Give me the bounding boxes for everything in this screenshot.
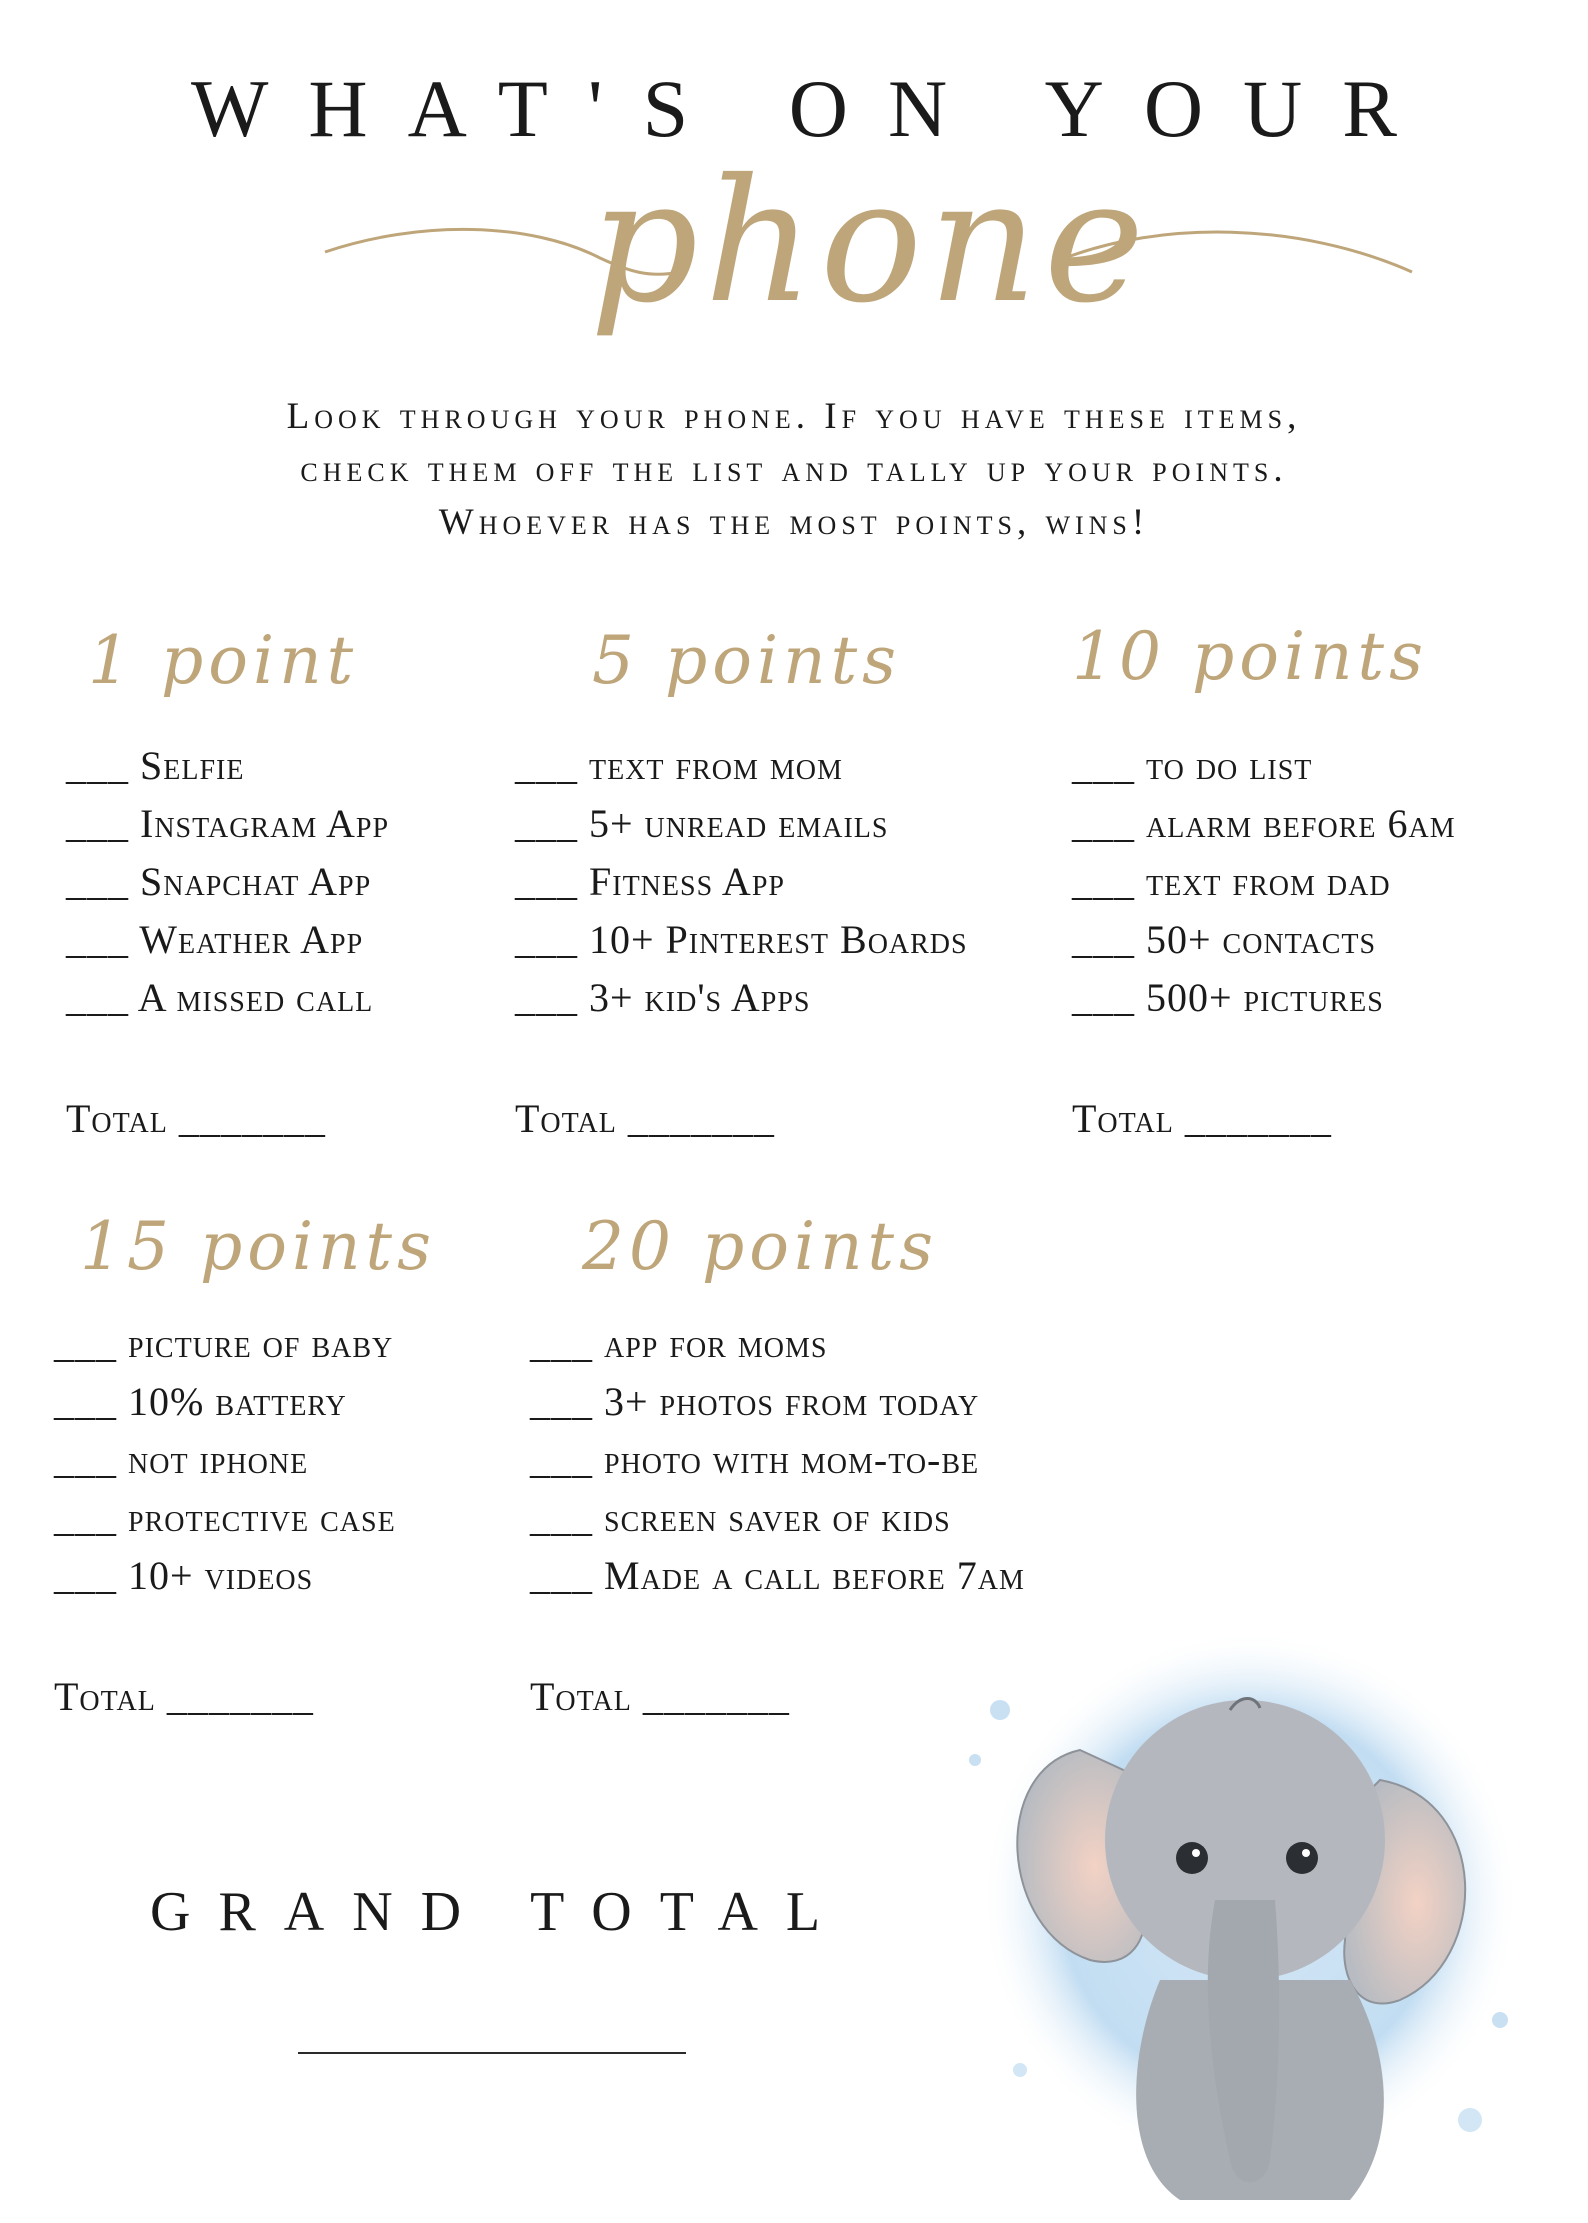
list-item xyxy=(66,742,389,800)
check-blank[interactable]: ___ xyxy=(515,801,578,846)
list-item xyxy=(1072,974,1456,1032)
item-label: picture of baby xyxy=(128,1321,394,1366)
check-blank[interactable]: ___ xyxy=(66,801,129,846)
section-heading-1-point: 1 point xyxy=(88,622,359,699)
list-item xyxy=(530,1320,1025,1378)
total-blank[interactable]: _______ xyxy=(166,1674,314,1719)
script-title-text: phone xyxy=(589,160,1151,341)
item-label: 3+ kid's Apps xyxy=(589,975,811,1020)
item-label: alarm before 6am xyxy=(1146,801,1456,846)
section-heading-15-points: 15 points xyxy=(80,1208,436,1285)
section-list-20-points xyxy=(530,1320,1025,1610)
item-label: 50+ contacts xyxy=(1146,917,1377,962)
list-item xyxy=(66,800,389,858)
instructions xyxy=(0,390,1588,549)
item-label: 10+ Pinterest Boards xyxy=(589,917,968,962)
item-label: not iphone xyxy=(128,1437,309,1482)
check-blank[interactable]: ___ xyxy=(1072,743,1135,788)
section-total-10-points xyxy=(1072,1095,1332,1142)
list-item xyxy=(66,916,389,974)
list-item xyxy=(54,1378,396,1436)
list-item xyxy=(515,916,968,974)
grand-total-label: GRAND TOTAL xyxy=(150,1881,849,1943)
check-blank[interactable]: ___ xyxy=(1072,801,1135,846)
list-item xyxy=(1072,742,1456,800)
item-label: Instagram App xyxy=(140,801,390,846)
list-item xyxy=(515,742,968,800)
item-label: 10+ videos xyxy=(128,1553,314,1598)
section-total-1-point xyxy=(66,1095,326,1142)
item-label: screen saver of kids xyxy=(604,1495,951,1540)
section-heading-20-points: 20 points xyxy=(582,1208,938,1285)
check-blank[interactable]: ___ xyxy=(66,917,129,962)
check-blank[interactable]: ___ xyxy=(54,1321,117,1366)
section-heading-5-points: 5 points xyxy=(592,622,901,699)
baby-elephant-watercolor-icon xyxy=(930,1600,1530,2200)
total-blank[interactable]: _______ xyxy=(178,1096,326,1141)
list-item xyxy=(1072,916,1456,974)
list-item xyxy=(515,800,968,858)
check-blank[interactable]: ___ xyxy=(515,743,578,788)
check-blank[interactable]: ___ xyxy=(54,1553,117,1598)
total-label: Total xyxy=(1072,1096,1174,1141)
check-blank[interactable]: ___ xyxy=(66,743,129,788)
check-blank[interactable]: ___ xyxy=(515,975,578,1020)
total-label: Total xyxy=(515,1096,617,1141)
total-label: Total xyxy=(54,1674,156,1719)
check-blank[interactable]: ___ xyxy=(1072,917,1135,962)
item-label: 10% battery xyxy=(128,1379,347,1424)
item-label: Made a call before 7am xyxy=(604,1553,1025,1598)
item-label: Weather App xyxy=(139,917,364,962)
check-blank[interactable]: ___ xyxy=(530,1379,593,1424)
item-label: Snapchat App xyxy=(140,859,372,904)
check-blank[interactable]: ___ xyxy=(530,1321,593,1366)
item-label: text from mom xyxy=(589,743,843,788)
item-label: Selfie xyxy=(140,743,245,788)
list-item xyxy=(515,974,968,1032)
section-list-5-points xyxy=(515,742,968,1032)
list-item xyxy=(66,974,389,1032)
total-label: Total xyxy=(530,1674,632,1719)
item-label: photo with mom-to-be xyxy=(604,1437,980,1482)
section-list-1-point xyxy=(66,742,389,1032)
item-label: protective case xyxy=(128,1495,396,1540)
check-blank[interactable]: ___ xyxy=(54,1495,117,1540)
section-list-15-points xyxy=(54,1320,396,1610)
instruction-line: Look through your phone. If you have these items, xyxy=(286,396,1302,437)
list-item xyxy=(515,858,968,916)
page-title: WHAT'S ON YOUR xyxy=(191,63,1437,154)
check-blank[interactable]: ___ xyxy=(530,1495,593,1540)
section-total-20-points xyxy=(530,1673,790,1720)
total-blank[interactable]: _______ xyxy=(627,1096,775,1141)
list-item xyxy=(1072,800,1456,858)
item-label: to do list xyxy=(1146,743,1313,788)
item-label: app for moms xyxy=(604,1321,828,1366)
check-blank[interactable]: ___ xyxy=(1072,975,1135,1020)
item-label: text from dad xyxy=(1146,859,1391,904)
instruction-line: check them off the list and tally up your points. xyxy=(300,449,1288,490)
section-list-10-points xyxy=(1072,742,1456,1032)
total-blank[interactable]: _______ xyxy=(1184,1096,1332,1141)
list-item xyxy=(66,858,389,916)
item-label: A missed call xyxy=(137,975,374,1020)
list-item xyxy=(54,1552,396,1610)
total-label: Total xyxy=(66,1096,168,1141)
check-blank[interactable]: ___ xyxy=(66,975,129,1020)
grand-total-blank-line[interactable] xyxy=(298,2052,686,2054)
script-phone-title xyxy=(300,160,1440,380)
list-item xyxy=(530,1494,1025,1552)
check-blank[interactable]: ___ xyxy=(54,1437,117,1482)
list-item xyxy=(530,1378,1025,1436)
section-total-5-points xyxy=(515,1095,775,1142)
check-blank[interactable]: ___ xyxy=(54,1379,117,1424)
list-item xyxy=(54,1494,396,1552)
check-blank[interactable]: ___ xyxy=(530,1553,593,1598)
check-blank[interactable]: ___ xyxy=(515,917,578,962)
total-blank[interactable]: _______ xyxy=(642,1674,790,1719)
list-item xyxy=(1072,858,1456,916)
check-blank[interactable]: ___ xyxy=(515,859,578,904)
item-label: 3+ photos from today xyxy=(604,1379,980,1424)
check-blank[interactable]: ___ xyxy=(66,859,129,904)
section-heading-10-points: 10 points xyxy=(1072,618,1428,695)
check-blank[interactable]: ___ xyxy=(530,1437,593,1482)
list-item xyxy=(54,1436,396,1494)
item-label: 500+ pictures xyxy=(1146,975,1384,1020)
instruction-line: Whoever has the most points, wins! xyxy=(438,502,1150,543)
item-label: 5+ unread emails xyxy=(589,801,889,846)
check-blank[interactable]: ___ xyxy=(1072,859,1135,904)
list-item xyxy=(530,1436,1025,1494)
item-label: Fitness App xyxy=(589,859,785,904)
section-total-15-points xyxy=(54,1673,314,1720)
list-item xyxy=(54,1320,396,1378)
